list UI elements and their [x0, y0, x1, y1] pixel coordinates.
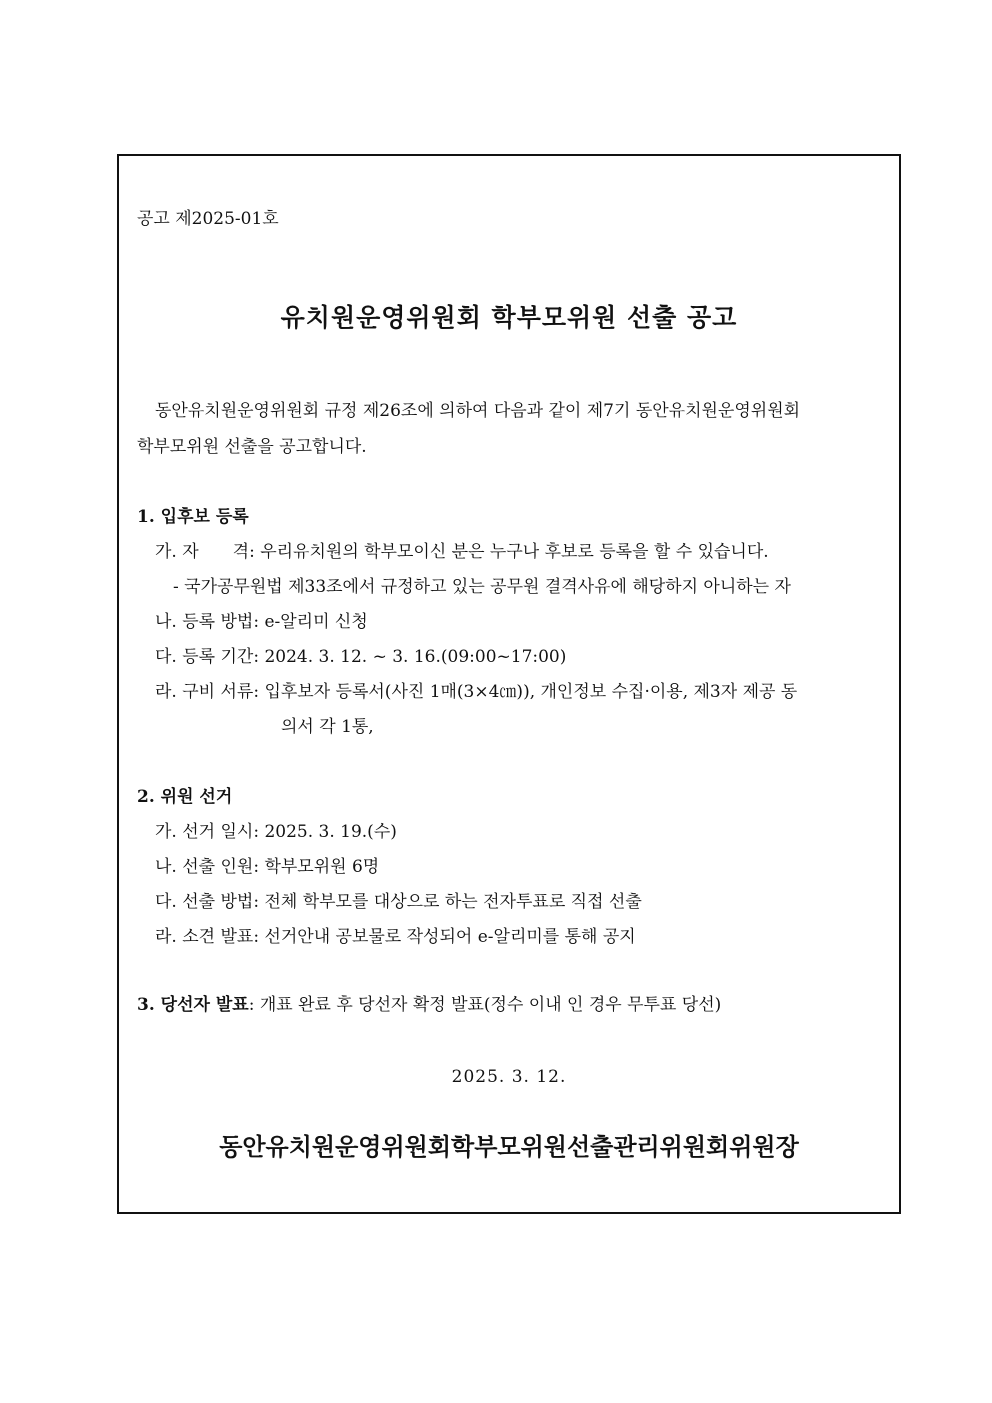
section-1-item-da: 다. 등록 기간: 2024. 3. 12. ~ 3. 16.(09:00~17:00) — [155, 647, 567, 667]
notice-date: 2025. 3. 12. — [451, 1067, 567, 1087]
section-1-item-ga: 가. 자 격: 우리유치원의 학부모이신 분은 누구나 후보로 등록을 할 수 있습니다. — [155, 542, 769, 562]
section-1-item-ra: 라. 구비 서류: 입후보자 등록서(사진 1매(3×4㎝)), 개인정보 수집·이용, 제3자 제공 동 — [155, 682, 798, 702]
document-title: 유치원운영위원회 학부모위원 선출 공고 — [280, 303, 738, 332]
section-1-heading: 1. 입후보 등록 — [137, 507, 249, 527]
section-2-item-da: 다. 선출 방법: 전체 학부모를 대상으로 하는 전자투표로 직접 선출 — [155, 892, 642, 912]
section-1-item-ra-cont: 의서 각 1통, — [281, 717, 374, 737]
section-3-heading: 3. 당선자 발표 — [137, 995, 249, 1015]
section-2-item-ga: 가. 선거 일시: 2025. 3. 19.(수) — [155, 822, 397, 842]
intro-line-2: 학부모위원 선출을 공고합니다. — [137, 437, 367, 457]
section-3 — [137, 994, 721, 1016]
section-3-text: : 개표 완료 후 당선자 확정 발표(정수 이내 인 경우 무투표 당선) — [248, 995, 722, 1015]
intro-line-1: 동안유치원운영위원회 규정 제26조에 의하여 다음과 같이 제7기 동안유치원운영위원회 — [155, 401, 801, 421]
section-2-item-ra: 라. 소견 발표: 선거안내 공보물로 작성되어 e-알리미를 통해 공지 — [155, 927, 636, 947]
section-2-item-na: 나. 선출 인원: 학부모위원 6명 — [155, 857, 380, 877]
signer: 동안유치원운영위원회학부모위원선출관리위원회위원장 — [219, 1132, 799, 1161]
section-1-item-na: 나. 등록 방법: e-알리미 신청 — [155, 612, 368, 632]
section-1-item-ga-sub: - 국가공무원법 제33조에서 규정하고 있는 공무원 결격사유에 해당하지 아니하는 자 — [173, 577, 791, 597]
notice-frame — [117, 154, 901, 1214]
notice-number: 공고 제2025-01호 — [137, 209, 279, 229]
section-2-heading: 2. 위원 선거 — [137, 787, 233, 807]
